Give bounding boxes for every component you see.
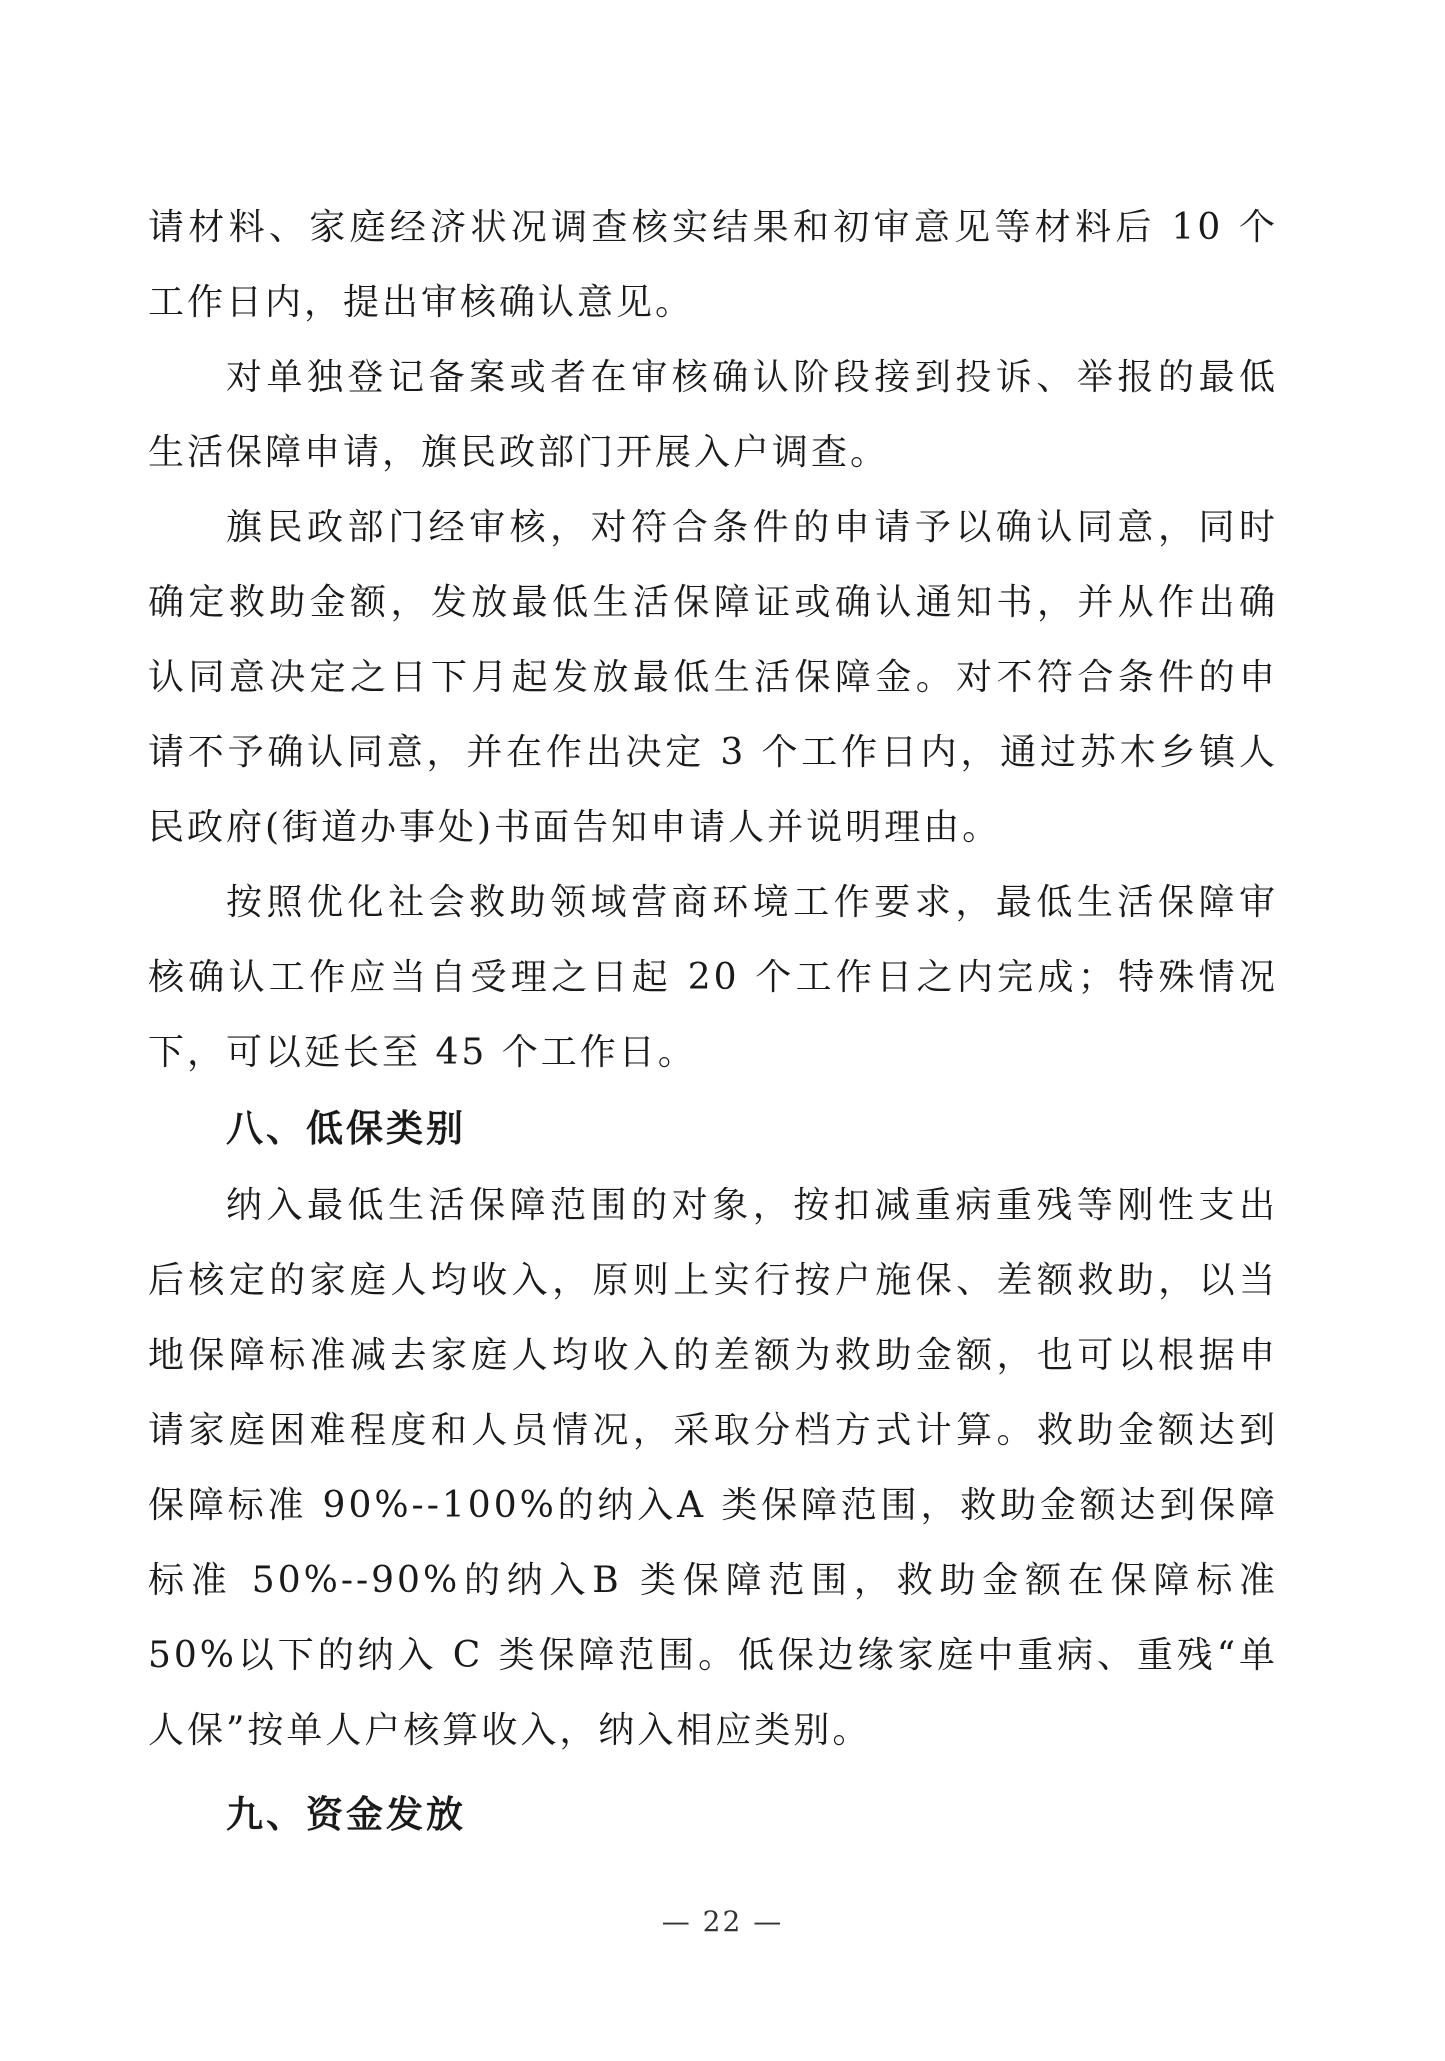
paragraph-time-limit: 按照优化社会救助领域营商环境工作要求，最低生活保障审核确认工作应当自受理之日起 20 个工作日之内完成；特殊情况下，可以延长至 45 个工作日。 [148,882,1278,1073]
paragraph-continued: 请材料、家庭经济状况调查核实结果和初审意见等材料后 10 个工作日内，提出审核确认意见。 [148,207,1278,323]
section-heading-8: 八、低保类别 [226,1107,466,1150]
paragraph-household-investigation: 对单独登记备案或者在审核确认阶段接到投诉、举报的最低生活保障申请，旗民政部门开展入户调查。 [148,357,1278,473]
page-number: — 22 — [661,1905,784,1938]
document-body [148,190,1278,1854]
section-heading-9: 九、资金发放 [226,1793,466,1836]
paragraph-categories: 纳入最低生活保障范围的对象，按扣减重病重残等刚性支出后核定的家庭人均收入，原则上实行按户施保、差额救助，以当地保障标准减去家庭人均收入的差额为救助金额，也可以根据申请家庭困难程度和人员情况，采取分档方式计算。救助金额达到保障标准 90%--100%的纳入A 类保障范围，救助金额达到保障标准 50%--90%的纳入B 类保障范围，救助金额在保障标准50%以下的纳入 C 类保障范围。低保边缘家庭中重病、重残“单人保”按单人户核算收入，纳入相应类别。 [148,1185,1278,1751]
paragraph-review-confirmation: 旗民政部门经审核，对符合条件的申请予以确认同意，同时确定救助金额，发放最低生活保障证或确认通知书，并从作出确认同意决定之日下月起发放最低生活保障金。对不符合条件的申请不予确认同意，并在作出决定 3 个工作日内，通过苏木乡镇人民政府(街道办事处)书面告知申请人并说明理由。 [148,507,1278,848]
